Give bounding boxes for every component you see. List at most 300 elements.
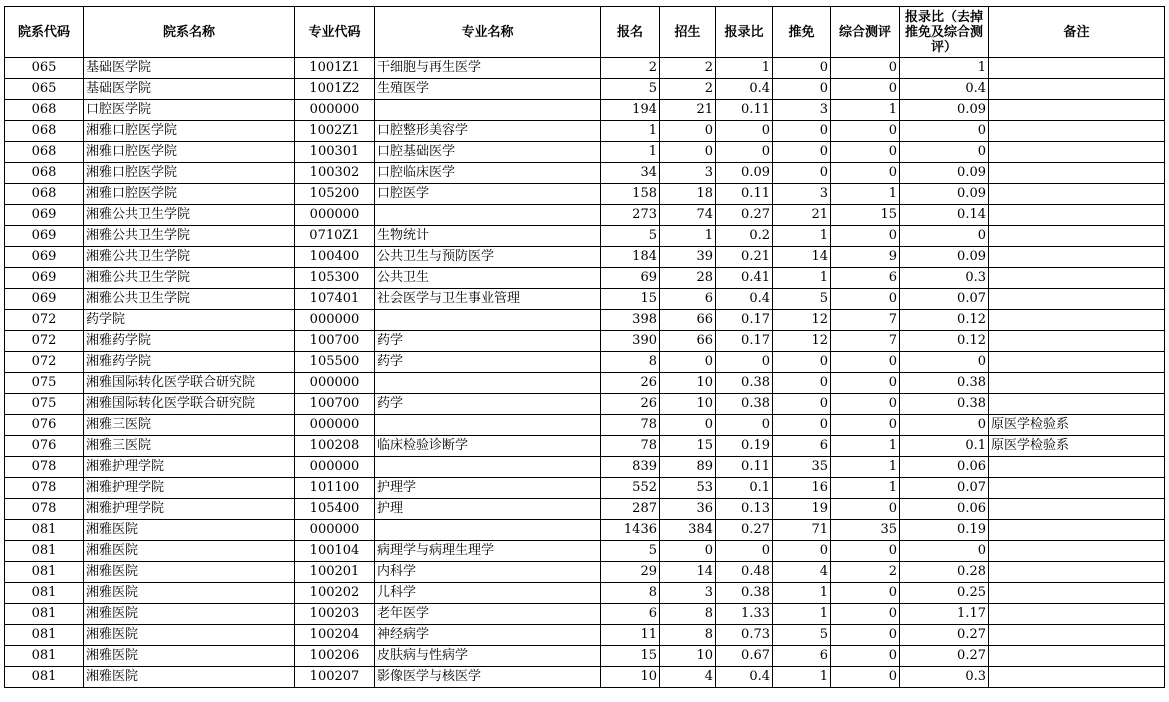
cell-dept-code: 065 bbox=[5, 58, 84, 79]
cell-enrolled: 0 bbox=[660, 142, 716, 163]
cell-recommended: 0 bbox=[773, 142, 831, 163]
cell-dept-code: 068 bbox=[5, 163, 84, 184]
cell-applicants: 78 bbox=[601, 415, 660, 436]
cell-assessment: 0 bbox=[831, 79, 900, 100]
cell-major-code: 107401 bbox=[295, 289, 375, 310]
cell-adjusted-ratio: 0.25 bbox=[900, 583, 989, 604]
cell-major-name: 老年医学 bbox=[375, 604, 601, 625]
cell-assessment: 0 bbox=[831, 604, 900, 625]
cell-assessment: 0 bbox=[831, 415, 900, 436]
cell-assessment: 7 bbox=[831, 310, 900, 331]
cell-dept-code: 081 bbox=[5, 562, 84, 583]
table-row bbox=[5, 562, 1165, 583]
cell-recommended: 12 bbox=[773, 331, 831, 352]
cell-dept-code: 081 bbox=[5, 667, 84, 688]
table-row bbox=[5, 58, 1165, 79]
cell-remarks bbox=[989, 373, 1165, 394]
cell-assessment: 0 bbox=[831, 142, 900, 163]
cell-major-code: 105400 bbox=[295, 499, 375, 520]
cell-adjusted-ratio: 0.07 bbox=[900, 289, 989, 310]
cell-major-code: 100202 bbox=[295, 583, 375, 604]
cell-applicants: 5 bbox=[601, 226, 660, 247]
cell-adjusted-ratio: 0 bbox=[900, 226, 989, 247]
cell-enrolled: 39 bbox=[660, 247, 716, 268]
cell-adjusted-ratio: 0 bbox=[900, 121, 989, 142]
cell-dept-name: 口腔医学院 bbox=[84, 100, 295, 121]
cell-dept-name: 湘雅护理学院 bbox=[84, 457, 295, 478]
cell-adjusted-ratio: 0.3 bbox=[900, 667, 989, 688]
cell-adjusted-ratio: 1.17 bbox=[900, 604, 989, 625]
header-dept-name: 院系名称 bbox=[84, 7, 295, 58]
cell-recommended: 5 bbox=[773, 625, 831, 646]
cell-dept-code: 081 bbox=[5, 604, 84, 625]
cell-enrolled: 89 bbox=[660, 457, 716, 478]
cell-applicants: 34 bbox=[601, 163, 660, 184]
cell-remarks bbox=[989, 58, 1165, 79]
cell-dept-name: 湘雅护理学院 bbox=[84, 478, 295, 499]
cell-major-code: 101100 bbox=[295, 478, 375, 499]
cell-major-name: 皮肤病与性病学 bbox=[375, 646, 601, 667]
cell-ratio: 0.2 bbox=[716, 226, 773, 247]
cell-dept-code: 075 bbox=[5, 373, 84, 394]
cell-assessment: 0 bbox=[831, 667, 900, 688]
cell-major-name bbox=[375, 205, 601, 226]
cell-assessment: 6 bbox=[831, 268, 900, 289]
cell-major-name: 生殖医学 bbox=[375, 79, 601, 100]
table-row bbox=[5, 226, 1165, 247]
cell-major-code: 000000 bbox=[295, 205, 375, 226]
cell-major-code: 105500 bbox=[295, 352, 375, 373]
table-row bbox=[5, 646, 1165, 667]
table-row bbox=[5, 541, 1165, 562]
cell-major-name bbox=[375, 373, 601, 394]
cell-major-code: 100700 bbox=[295, 394, 375, 415]
cell-dept-code: 081 bbox=[5, 520, 84, 541]
cell-major-name: 口腔基础医学 bbox=[375, 142, 601, 163]
cell-ratio: 0.21 bbox=[716, 247, 773, 268]
cell-remarks bbox=[989, 499, 1165, 520]
cell-applicants: 69 bbox=[601, 268, 660, 289]
cell-major-name: 病理学与病理生理学 bbox=[375, 541, 601, 562]
cell-dept-name: 基础医学院 bbox=[84, 58, 295, 79]
cell-enrolled: 10 bbox=[660, 394, 716, 415]
cell-assessment: 15 bbox=[831, 205, 900, 226]
cell-remarks bbox=[989, 268, 1165, 289]
cell-major-name bbox=[375, 100, 601, 121]
table-row bbox=[5, 247, 1165, 268]
cell-recommended: 1 bbox=[773, 268, 831, 289]
cell-assessment: 0 bbox=[831, 541, 900, 562]
cell-dept-name: 湘雅医院 bbox=[84, 541, 295, 562]
cell-dept-code: 069 bbox=[5, 289, 84, 310]
cell-ratio: 0.27 bbox=[716, 205, 773, 226]
cell-major-code: 000000 bbox=[295, 100, 375, 121]
cell-applicants: 15 bbox=[601, 646, 660, 667]
cell-dept-code: 072 bbox=[5, 310, 84, 331]
cell-applicants: 184 bbox=[601, 247, 660, 268]
cell-adjusted-ratio: 0.06 bbox=[900, 499, 989, 520]
cell-remarks bbox=[989, 247, 1165, 268]
table-row bbox=[5, 436, 1165, 457]
cell-remarks bbox=[989, 457, 1165, 478]
cell-recommended: 14 bbox=[773, 247, 831, 268]
cell-dept-name: 湘雅公共卫生学院 bbox=[84, 247, 295, 268]
table-row bbox=[5, 268, 1165, 289]
cell-dept-code: 078 bbox=[5, 499, 84, 520]
table-row bbox=[5, 310, 1165, 331]
cell-major-code: 100700 bbox=[295, 331, 375, 352]
cell-assessment: 0 bbox=[831, 373, 900, 394]
cell-enrolled: 0 bbox=[660, 121, 716, 142]
cell-enrolled: 1 bbox=[660, 226, 716, 247]
cell-adjusted-ratio: 0.27 bbox=[900, 625, 989, 646]
cell-remarks bbox=[989, 625, 1165, 646]
cell-dept-name: 湘雅医院 bbox=[84, 520, 295, 541]
cell-remarks bbox=[989, 352, 1165, 373]
table-row bbox=[5, 142, 1165, 163]
cell-major-name: 内科学 bbox=[375, 562, 601, 583]
cell-adjusted-ratio: 0.27 bbox=[900, 646, 989, 667]
cell-adjusted-ratio: 0.38 bbox=[900, 373, 989, 394]
cell-remarks bbox=[989, 394, 1165, 415]
cell-assessment: 1 bbox=[831, 478, 900, 499]
cell-major-name: 社会医学与卫生事业管理 bbox=[375, 289, 601, 310]
cell-dept-code: 081 bbox=[5, 583, 84, 604]
cell-assessment: 0 bbox=[831, 625, 900, 646]
cell-applicants: 5 bbox=[601, 79, 660, 100]
table-row bbox=[5, 100, 1165, 121]
cell-major-code: 100201 bbox=[295, 562, 375, 583]
cell-dept-name: 基础医学院 bbox=[84, 79, 295, 100]
table-row bbox=[5, 331, 1165, 352]
cell-dept-code: 072 bbox=[5, 352, 84, 373]
cell-enrolled: 8 bbox=[660, 625, 716, 646]
cell-adjusted-ratio: 0 bbox=[900, 142, 989, 163]
cell-enrolled: 4 bbox=[660, 667, 716, 688]
cell-applicants: 78 bbox=[601, 436, 660, 457]
cell-ratio: 0.38 bbox=[716, 394, 773, 415]
cell-remarks bbox=[989, 205, 1165, 226]
cell-enrolled: 3 bbox=[660, 163, 716, 184]
cell-dept-name: 湘雅护理学院 bbox=[84, 499, 295, 520]
cell-dept-name: 湘雅口腔医学院 bbox=[84, 142, 295, 163]
cell-adjusted-ratio: 0.4 bbox=[900, 79, 989, 100]
cell-applicants: 6 bbox=[601, 604, 660, 625]
cell-dept-name: 湘雅三医院 bbox=[84, 415, 295, 436]
cell-applicants: 287 bbox=[601, 499, 660, 520]
cell-applicants: 10 bbox=[601, 667, 660, 688]
cell-remarks bbox=[989, 583, 1165, 604]
cell-recommended: 1 bbox=[773, 604, 831, 625]
cell-dept-code: 065 bbox=[5, 79, 84, 100]
cell-adjusted-ratio: 0 bbox=[900, 415, 989, 436]
cell-adjusted-ratio: 0.14 bbox=[900, 205, 989, 226]
cell-major-code: 100204 bbox=[295, 625, 375, 646]
cell-major-name: 公共卫生与预防医学 bbox=[375, 247, 601, 268]
cell-enrolled: 66 bbox=[660, 310, 716, 331]
table-body bbox=[5, 58, 1165, 688]
cell-remarks bbox=[989, 310, 1165, 331]
cell-dept-name: 湘雅公共卫生学院 bbox=[84, 205, 295, 226]
cell-enrolled: 8 bbox=[660, 604, 716, 625]
cell-ratio: 0.38 bbox=[716, 583, 773, 604]
cell-major-name bbox=[375, 310, 601, 331]
cell-ratio: 0.67 bbox=[716, 646, 773, 667]
cell-major-name bbox=[375, 415, 601, 436]
cell-major-code: 100301 bbox=[295, 142, 375, 163]
table-row bbox=[5, 394, 1165, 415]
cell-major-code: 100207 bbox=[295, 667, 375, 688]
cell-enrolled: 2 bbox=[660, 58, 716, 79]
cell-adjusted-ratio: 0.19 bbox=[900, 520, 989, 541]
cell-enrolled: 384 bbox=[660, 520, 716, 541]
cell-ratio: 0.1 bbox=[716, 478, 773, 499]
cell-remarks bbox=[989, 562, 1165, 583]
cell-applicants: 398 bbox=[601, 310, 660, 331]
table-row bbox=[5, 352, 1165, 373]
cell-adjusted-ratio: 0.07 bbox=[900, 478, 989, 499]
cell-recommended: 0 bbox=[773, 415, 831, 436]
cell-major-code: 105300 bbox=[295, 268, 375, 289]
cell-remarks bbox=[989, 667, 1165, 688]
header-adjusted-ratio: 报录比（去掉推免及综合测评） bbox=[900, 7, 989, 58]
cell-recommended: 0 bbox=[773, 79, 831, 100]
cell-ratio: 1.33 bbox=[716, 604, 773, 625]
cell-dept-code: 068 bbox=[5, 100, 84, 121]
cell-ratio: 0.48 bbox=[716, 562, 773, 583]
cell-assessment: 1 bbox=[831, 457, 900, 478]
cell-remarks bbox=[989, 646, 1165, 667]
cell-dept-name: 湘雅公共卫生学院 bbox=[84, 289, 295, 310]
cell-dept-name: 湘雅医院 bbox=[84, 625, 295, 646]
cell-dept-name: 湘雅公共卫生学院 bbox=[84, 226, 295, 247]
header-row bbox=[5, 7, 1165, 58]
header-major-code: 专业代码 bbox=[295, 7, 375, 58]
cell-recommended: 0 bbox=[773, 394, 831, 415]
table-row bbox=[5, 79, 1165, 100]
cell-ratio: 0 bbox=[716, 142, 773, 163]
cell-ratio: 0.11 bbox=[716, 100, 773, 121]
cell-assessment: 1 bbox=[831, 100, 900, 121]
cell-recommended: 21 bbox=[773, 205, 831, 226]
cell-remarks bbox=[989, 163, 1165, 184]
cell-ratio: 0.11 bbox=[716, 184, 773, 205]
cell-dept-code: 075 bbox=[5, 394, 84, 415]
cell-recommended: 35 bbox=[773, 457, 831, 478]
cell-major-code: 100203 bbox=[295, 604, 375, 625]
cell-recommended: 0 bbox=[773, 163, 831, 184]
cell-major-code: 1001Z2 bbox=[295, 79, 375, 100]
cell-ratio: 0.4 bbox=[716, 289, 773, 310]
table-row bbox=[5, 583, 1165, 604]
cell-major-code: 105200 bbox=[295, 184, 375, 205]
cell-dept-code: 069 bbox=[5, 247, 84, 268]
cell-dept-name: 湘雅三医院 bbox=[84, 436, 295, 457]
table-row bbox=[5, 625, 1165, 646]
cell-recommended: 71 bbox=[773, 520, 831, 541]
cell-dept-name: 湘雅药学院 bbox=[84, 331, 295, 352]
cell-adjusted-ratio: 0.09 bbox=[900, 100, 989, 121]
cell-remarks bbox=[989, 142, 1165, 163]
cell-major-code: 000000 bbox=[295, 520, 375, 541]
cell-dept-code: 072 bbox=[5, 331, 84, 352]
table-row bbox=[5, 373, 1165, 394]
cell-dept-name: 湘雅医院 bbox=[84, 583, 295, 604]
cell-major-name: 神经病学 bbox=[375, 625, 601, 646]
cell-assessment: 1 bbox=[831, 184, 900, 205]
cell-enrolled: 21 bbox=[660, 100, 716, 121]
cell-adjusted-ratio: 0.1 bbox=[900, 436, 989, 457]
cell-major-code: 100400 bbox=[295, 247, 375, 268]
cell-dept-name: 湘雅医院 bbox=[84, 604, 295, 625]
cell-major-code: 1001Z1 bbox=[295, 58, 375, 79]
cell-dept-code: 069 bbox=[5, 268, 84, 289]
cell-enrolled: 28 bbox=[660, 268, 716, 289]
cell-major-code: 000000 bbox=[295, 310, 375, 331]
cell-adjusted-ratio: 0.09 bbox=[900, 184, 989, 205]
cell-enrolled: 53 bbox=[660, 478, 716, 499]
cell-major-code: 000000 bbox=[295, 373, 375, 394]
cell-enrolled: 0 bbox=[660, 415, 716, 436]
cell-dept-code: 076 bbox=[5, 415, 84, 436]
cell-dept-name: 湘雅口腔医学院 bbox=[84, 184, 295, 205]
cell-adjusted-ratio: 0.12 bbox=[900, 310, 989, 331]
table-row bbox=[5, 415, 1165, 436]
header-assessment: 综合测评 bbox=[831, 7, 900, 58]
cell-recommended: 4 bbox=[773, 562, 831, 583]
cell-dept-code: 068 bbox=[5, 184, 84, 205]
cell-recommended: 12 bbox=[773, 310, 831, 331]
cell-ratio: 0.73 bbox=[716, 625, 773, 646]
cell-ratio: 0.17 bbox=[716, 331, 773, 352]
cell-assessment: 0 bbox=[831, 121, 900, 142]
cell-applicants: 390 bbox=[601, 331, 660, 352]
cell-major-name: 干细胞与再生医学 bbox=[375, 58, 601, 79]
cell-enrolled: 6 bbox=[660, 289, 716, 310]
cell-ratio: 0 bbox=[716, 352, 773, 373]
cell-assessment: 0 bbox=[831, 163, 900, 184]
cell-major-name: 护理 bbox=[375, 499, 601, 520]
table-row bbox=[5, 478, 1165, 499]
cell-recommended: 0 bbox=[773, 373, 831, 394]
cell-enrolled: 66 bbox=[660, 331, 716, 352]
cell-recommended: 1 bbox=[773, 667, 831, 688]
cell-major-code: 100302 bbox=[295, 163, 375, 184]
cell-recommended: 1 bbox=[773, 583, 831, 604]
cell-recommended: 0 bbox=[773, 58, 831, 79]
cell-remarks bbox=[989, 79, 1165, 100]
cell-applicants: 1 bbox=[601, 121, 660, 142]
table-row bbox=[5, 667, 1165, 688]
cell-applicants: 1436 bbox=[601, 520, 660, 541]
cell-applicants: 8 bbox=[601, 583, 660, 604]
cell-applicants: 29 bbox=[601, 562, 660, 583]
cell-major-name: 药学 bbox=[375, 331, 601, 352]
table-row bbox=[5, 520, 1165, 541]
cell-recommended: 0 bbox=[773, 352, 831, 373]
cell-recommended: 0 bbox=[773, 541, 831, 562]
cell-major-name: 药学 bbox=[375, 352, 601, 373]
cell-adjusted-ratio: 1 bbox=[900, 58, 989, 79]
cell-dept-name: 湘雅医院 bbox=[84, 646, 295, 667]
cell-dept-name: 湘雅医院 bbox=[84, 562, 295, 583]
cell-adjusted-ratio: 0 bbox=[900, 541, 989, 562]
table-row bbox=[5, 499, 1165, 520]
cell-ratio: 0.38 bbox=[716, 373, 773, 394]
cell-ratio: 0.11 bbox=[716, 457, 773, 478]
admissions-table bbox=[4, 6, 1165, 688]
cell-applicants: 158 bbox=[601, 184, 660, 205]
cell-assessment: 0 bbox=[831, 226, 900, 247]
cell-major-name bbox=[375, 457, 601, 478]
cell-recommended: 6 bbox=[773, 436, 831, 457]
cell-assessment: 9 bbox=[831, 247, 900, 268]
cell-dept-code: 081 bbox=[5, 646, 84, 667]
cell-enrolled: 0 bbox=[660, 352, 716, 373]
table-row bbox=[5, 604, 1165, 625]
cell-major-name: 护理学 bbox=[375, 478, 601, 499]
cell-applicants: 5 bbox=[601, 541, 660, 562]
cell-remarks: 原医学检验系 bbox=[989, 415, 1165, 436]
cell-ratio: 0 bbox=[716, 415, 773, 436]
cell-dept-name: 湘雅国际转化医学联合研究院 bbox=[84, 394, 295, 415]
cell-remarks: 原医学检验系 bbox=[989, 436, 1165, 457]
cell-major-code: 100208 bbox=[295, 436, 375, 457]
header-applicants: 报名 bbox=[601, 7, 660, 58]
cell-adjusted-ratio: 0.3 bbox=[900, 268, 989, 289]
cell-remarks bbox=[989, 541, 1165, 562]
cell-dept-name: 湘雅医院 bbox=[84, 667, 295, 688]
cell-dept-code: 078 bbox=[5, 457, 84, 478]
cell-major-code: 000000 bbox=[295, 457, 375, 478]
cell-ratio: 0.13 bbox=[716, 499, 773, 520]
cell-dept-code: 081 bbox=[5, 625, 84, 646]
table-row bbox=[5, 205, 1165, 226]
cell-major-name: 生物统计 bbox=[375, 226, 601, 247]
cell-remarks bbox=[989, 478, 1165, 499]
table-row bbox=[5, 289, 1165, 310]
cell-applicants: 194 bbox=[601, 100, 660, 121]
cell-assessment: 0 bbox=[831, 289, 900, 310]
cell-remarks bbox=[989, 520, 1165, 541]
cell-applicants: 2 bbox=[601, 58, 660, 79]
cell-enrolled: 74 bbox=[660, 205, 716, 226]
cell-remarks bbox=[989, 226, 1165, 247]
cell-major-name: 儿科学 bbox=[375, 583, 601, 604]
cell-dept-name: 湘雅公共卫生学院 bbox=[84, 268, 295, 289]
cell-remarks bbox=[989, 100, 1165, 121]
cell-assessment: 35 bbox=[831, 520, 900, 541]
cell-adjusted-ratio: 0.38 bbox=[900, 394, 989, 415]
cell-applicants: 26 bbox=[601, 373, 660, 394]
cell-dept-code: 069 bbox=[5, 226, 84, 247]
cell-assessment: 0 bbox=[831, 646, 900, 667]
cell-assessment: 0 bbox=[831, 499, 900, 520]
cell-remarks bbox=[989, 604, 1165, 625]
cell-enrolled: 2 bbox=[660, 79, 716, 100]
cell-major-name: 公共卫生 bbox=[375, 268, 601, 289]
cell-applicants: 8 bbox=[601, 352, 660, 373]
cell-enrolled: 14 bbox=[660, 562, 716, 583]
cell-ratio: 0.4 bbox=[716, 667, 773, 688]
table-row bbox=[5, 457, 1165, 478]
cell-enrolled: 18 bbox=[660, 184, 716, 205]
cell-major-name: 药学 bbox=[375, 394, 601, 415]
cell-major-code: 000000 bbox=[295, 415, 375, 436]
cell-remarks bbox=[989, 331, 1165, 352]
header-enrolled: 招生 bbox=[660, 7, 716, 58]
cell-recommended: 1 bbox=[773, 226, 831, 247]
